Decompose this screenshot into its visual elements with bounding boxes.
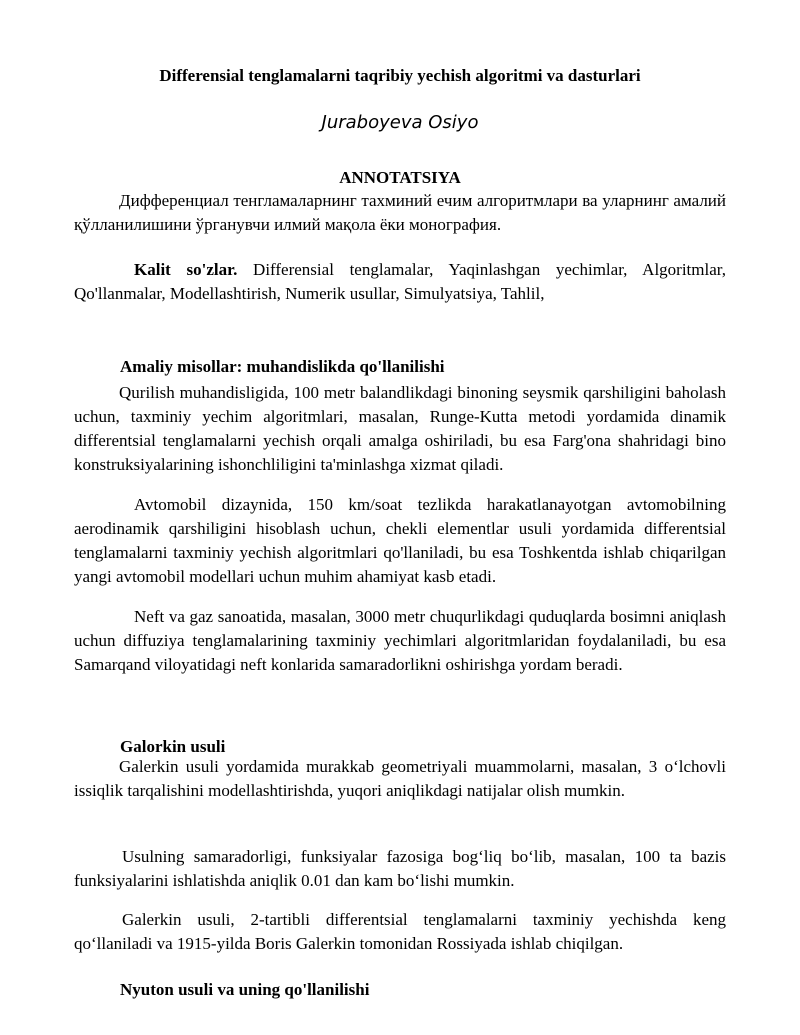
- section-heading-practical: Amaliy misollar: muhandislikda qo'llanilishi: [120, 357, 445, 376]
- annotation-block: [74, 189, 726, 237]
- practical-paragraph-2: [74, 493, 726, 589]
- keywords-paragraph: [74, 258, 726, 306]
- annotation-heading: ANNOTATSIYA: [339, 168, 461, 187]
- document-title: Differensial tenglamalarni taqribiy yechish algoritmi va dasturlari: [159, 66, 641, 85]
- author-name: Juraboyeva Osiyo: [321, 112, 479, 133]
- keywords-text: Differensial tenglamalar, Yaqinlashgan yechimlar, Algoritmlar, Qo'llanmalar, Modellashtirish, Numerik usullar, Simulyatsiya, Tahlil,: [74, 260, 726, 303]
- section-heading-galerkin: Galorkin usuli: [120, 737, 226, 756]
- galerkin-paragraph-2: [74, 845, 726, 893]
- section-heading-newton: Nyuton usuli va uning qo'llanilishi: [120, 980, 370, 999]
- paragraph: Avtomobil dizaynida, 150 km/soat tezlikda harakatlanayotgan avtomobilning aerodinamik qarshiligini hisoblash uchun, chekli elementlar usuli yordamida differentsial tenglamalarni taxminiy yechish algoritmlari qo'llaniladi, bu esa Toshkentda ishlab chiqarilgan yangi avtomobil modellari uchun muhim ahamiyat kasb etadi.: [74, 495, 726, 586]
- paragraph: Galerkin usuli yordamida murakkab geometriyali muammolarni, masalan, 3 o‘lchovli issiqlik tarqalishini modellashtirishda, yuqori aniqlikdagi natijalar olish mumkin.: [74, 757, 726, 800]
- galerkin-paragraph-3: [74, 908, 726, 956]
- galerkin-paragraph-1: [74, 755, 726, 803]
- paragraph: Usulning samaradorligi, funksiyalar fazosiga bog‘liq bo‘lib, masalan, 100 ta bazis funksiyalarini ishlatishda aniqlik 0.01 dan kam bo‘lishi mumkin.: [74, 847, 726, 890]
- keywords-block: [74, 258, 726, 306]
- keywords-label: Kalit so'zlar.: [134, 260, 238, 279]
- paragraph: Qurilish muhandisligida, 100 metr balandlikdagi binoning seysmik qarshiligini baholash uchun, taxminiy yechim algoritmlari, masalan, Runge-Kutta metodi yordamida dinamik differentsial tenglamalarni yechish orqali amalga oshiriladi, bu esa Farg'ona shahridagi bino konstruksiyalarining ishonchliligini ta'minlashga xizmat qiladi.: [74, 383, 726, 474]
- practical-paragraph-3: [74, 605, 726, 677]
- paragraph: Neft va gaz sanoatida, masalan, 3000 metr chuqurlikdagi quduqlarda bosimni aniqlash uchun diffuziya tenglamalarining taxminiy yechimlari algoritmlaridan foydalaniladi, bu esa Samarqand viloyatidagi neft konlarida samaradorlikni oshirishga yordam beradi.: [74, 607, 726, 674]
- annotation-text: Дифференциал тенгламаларнинг тахминий ечим алгоритмлари ва уларнинг амалий қўлланилишини ўрганувчи илмий мақола ёки монография.: [74, 191, 726, 234]
- practical-paragraph-1: [74, 381, 726, 477]
- paragraph: Galerkin usuli, 2-tartibli differentsial tenglamalarni taxminiy yechishda keng qo‘llaniladi va 1915-yilda Boris Galerkin tomonidan Rossiyada ishlab chiqilgan.: [74, 910, 726, 953]
